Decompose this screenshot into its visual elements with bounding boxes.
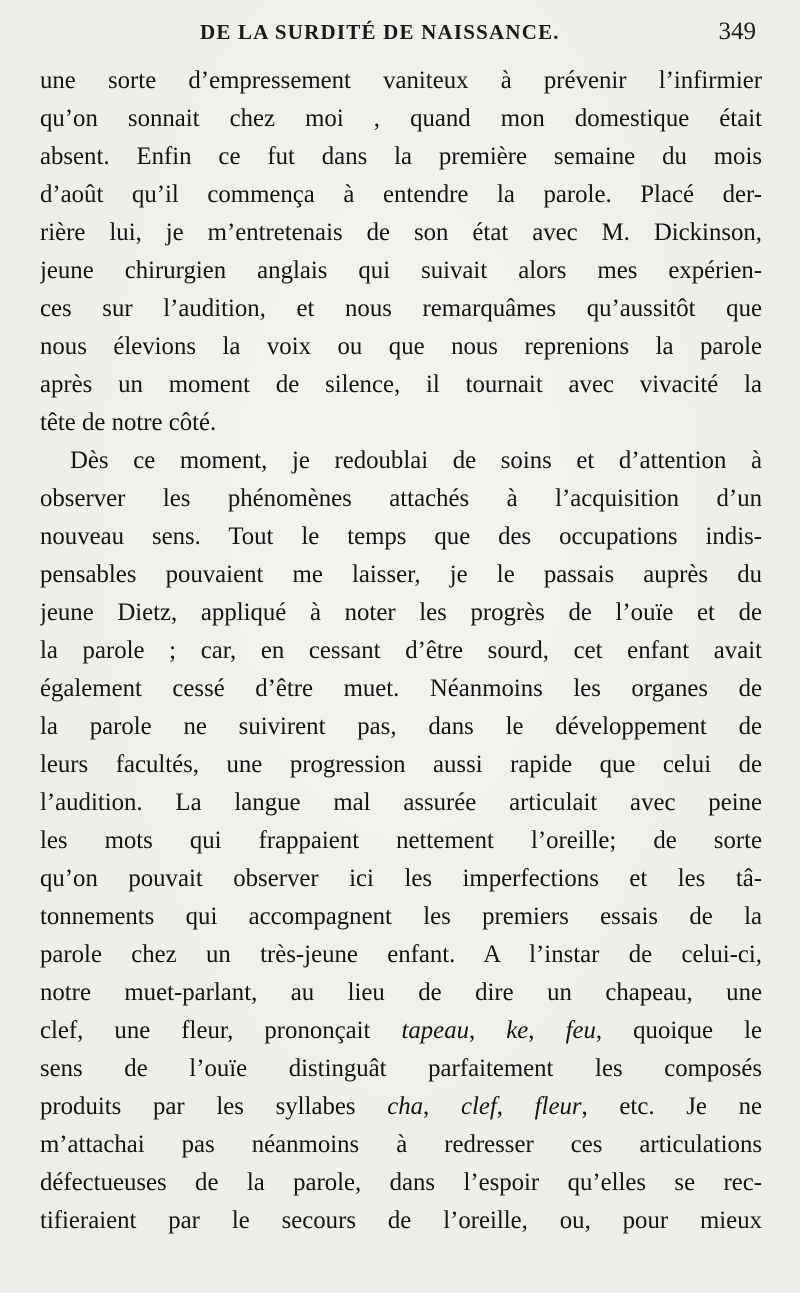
text-line: nous élevions la voix ou que nous reprenions la parole [40, 333, 762, 360]
text-line: nouveau sens. Tout le temps que des occupations indis- [40, 523, 762, 550]
italic-word: cha [387, 1093, 424, 1120]
text-line: jeune Dietz, appliqué à noter les progrès de l’ouïe et de [40, 599, 762, 626]
text-line: observer les phénomènes attachés à l’acquisition d’un [40, 485, 762, 512]
text-segment: , [528, 1017, 566, 1044]
paragraph-2 [40, 442, 762, 1240]
text-line: parole chez un très-jeune enfant. A l’instar de celui-ci, [40, 941, 762, 968]
text-segment: , [423, 1093, 461, 1120]
text-segment: , etc. Je ne [581, 1093, 762, 1120]
italic-word: ke [506, 1017, 529, 1044]
text-line: qu’on sonnait chez moi , quand mon domestique était [40, 105, 762, 132]
text-line: après un moment de silence, il tournait avec vivacité la [40, 371, 762, 398]
text-line: sens de l’ouïe distinguât parfaitement les composés [40, 1055, 762, 1082]
text-line: Dès ce moment, je redoublai de soins et d’attention à [70, 447, 762, 474]
text-line: leurs facultés, une progression aussi rapide que celui de [40, 751, 762, 778]
text-line: ces sur l’audition, et nous remarquâmes qu’aussitôt que [40, 295, 762, 322]
text-line: pensables pouvaient me laisser, je le passais auprès du [40, 561, 762, 588]
italic-word: fleur [534, 1093, 582, 1120]
page-header [40, 18, 762, 56]
text-line: jeune chirurgien anglais qui suivait alors mes expérien- [40, 257, 762, 284]
text-line: les mots qui frappaient nettement l’oreille; de sorte [40, 827, 762, 854]
text-line: l’audition. La langue mal assurée articulait avec peine [40, 789, 762, 816]
text-segment: , [469, 1017, 507, 1044]
body-text [40, 62, 762, 1240]
text-segment: , quoique le [595, 1017, 762, 1044]
text-line: tête de notre côté. [40, 409, 217, 436]
text-line: la parole ne suivirent pas, dans le développement de [40, 713, 762, 740]
text-line: notre muet-parlant, au lieu de dire un chapeau, une [40, 979, 762, 1006]
text-line: m’attachai pas néanmoins à redresser ces articulations [40, 1131, 762, 1158]
paragraph-1 [40, 62, 762, 442]
text-line: également cessé d’être muet. Néanmoins les organes de [40, 675, 762, 702]
text-line: rière lui, je m’entretenais de son état avec M. Dickinson, [40, 219, 762, 246]
page-number: 349 [718, 18, 756, 45]
text-segment: produits par les syllabes [40, 1093, 388, 1120]
text-segment: clef, une fleur, prononçait [40, 1017, 402, 1044]
text-segment: , [496, 1093, 535, 1120]
text-line-with-italics [40, 1088, 762, 1126]
text-line: défectueuses de la parole, dans l’espoir qu’elles se rec- [40, 1169, 762, 1196]
italic-word: feu [565, 1017, 596, 1044]
italic-word: tapeau [401, 1017, 469, 1044]
text-line: la parole ; car, en cessant d’être sourd, cet enfant avait [40, 637, 762, 664]
text-line: tifieraient par le secours de l’oreille, ou, pour mieux [40, 1207, 762, 1234]
text-line: qu’on pouvait observer ici les imperfections et les tâ- [40, 865, 762, 892]
text-line: absent. Enfin ce fut dans la première semaine du mois [40, 143, 762, 170]
italic-word: clef [460, 1093, 497, 1120]
text-line: d’août qu’il commença à entendre la parole. Placé der- [40, 181, 762, 208]
running-title: DE LA SURDITÉ DE NAISSANCE. [200, 20, 560, 44]
text-line-with-italics [40, 1012, 762, 1050]
text-line: tonnements qui accompagnent les premiers essais de la [40, 903, 762, 930]
text-line: une sorte d’empressement vaniteux à prévenir l’infirmier [40, 67, 762, 94]
